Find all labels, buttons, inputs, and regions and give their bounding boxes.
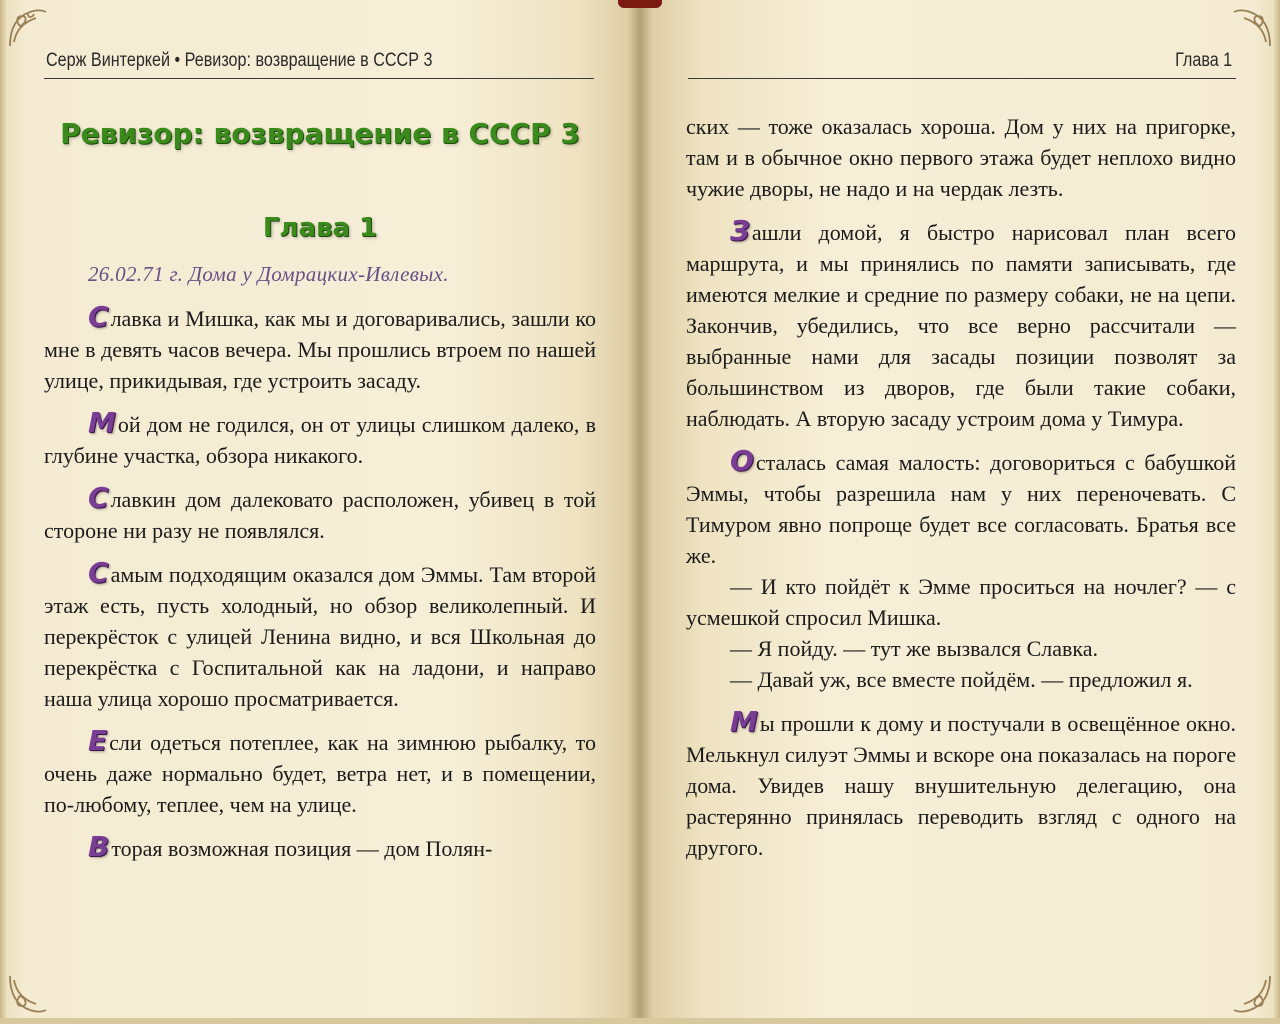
drop-cap: С: [88, 481, 109, 514]
paragraph: [686, 705, 1236, 863]
left-page-text: [44, 300, 596, 877]
paragraph-text: сталась самая малость: договориться с бабушкой Эммы, чтобы разрешила нам у них переночевать. С Тимуром явно попроще будет все согласовать. Братья все же.: [686, 450, 1236, 568]
drop-cap: Е: [88, 724, 108, 757]
drop-cap: З: [730, 214, 750, 247]
right-page-edge: [1274, 0, 1280, 1024]
chapter-dateline: 26.02.71 г. Дома у Домрацких-Ивлевых.: [88, 262, 449, 286]
header-rule: [44, 78, 594, 79]
paragraph: [44, 556, 596, 714]
drop-cap: С: [88, 556, 109, 589]
bottom-page-edge: [0, 1018, 1280, 1024]
ornament-corner-icon: [1230, 6, 1274, 50]
paragraph: [686, 444, 1236, 571]
chapter-title: Глава 1: [262, 213, 378, 243]
ornament-corner-icon: [6, 6, 50, 50]
paragraph: [44, 830, 596, 864]
dialog-line: — И кто пойдёт к Эмме проситься на ночлег? — с усмешкой спросил Мишка.: [686, 574, 1236, 630]
paragraph-text: лавкин дом далековато расположен, убивец в той стороне ни разу не появлялся.: [44, 487, 596, 543]
paragraph-text: ашли домой, я быстро нарисовал план всего маршрута, и мы принялись по памяти записывать, где имеются мелкие и средние по размеру собаки, не на цепи. Закончив, убедились, что все верно рассчитали — выбранные нами для засады позиции позволят за большинством из дворов, где были такие собаки, наблюдать. А вторую засаду устроим дома у Тимура.: [686, 220, 1236, 431]
book-title: Ревизор: возвращение в СССР 3: [60, 117, 580, 150]
paragraph-text: ой дом не годился, он от улицы слишком далеко, в глубине участка, обзора никакого.: [44, 412, 596, 468]
paragraph-continued: ских — тоже оказалась хороша. Дом у них на пригорке, там и в обычное окно первого этажа будет неплохо видно чужие дворы, не надо и на чердак лезть.: [686, 114, 1236, 201]
drop-cap: М: [88, 406, 116, 439]
dialog-line: — Давай уж, все вместе пойдём. — предложил я.: [730, 667, 1193, 692]
drop-cap: М: [730, 705, 758, 738]
paragraph-text: лавка и Мишка, как мы и договаривались, зашли ко мне в девять часов вечера. Мы прошлись втроем по нашей улице, прикидывая, где устроить засаду.: [44, 306, 596, 393]
dialog-line: — Я пойду. — тут же вызвался Славка.: [730, 636, 1099, 661]
paragraph: [44, 481, 596, 546]
paragraph-text: ы прошли к дому и постучали в освещённое окно. Мелькнул силуэт Эммы и вскоре она показалась на пороге дома. Увидев нашу внушительную делегацию, она растерянно принялась переводить взгляд с одного на другого.: [686, 711, 1236, 860]
paragraph-text: амым подходящим оказался дом Эммы. Там второй этаж есть, пусть холодный, но обзор великолепный. И перекрёсток с улицей Ленина видно, и вся Школьная до перекрёстка с Госпитальной как на ладони, и направо наша улица хорошо просматривается.: [44, 562, 596, 711]
ornament-corner-icon: [6, 972, 50, 1016]
paragraph: [44, 406, 596, 471]
paragraph-text: сли одеться потеплее, как на зимнюю рыбалку, то очень даже нормально будет, ветра нет, и в помещении, по-любому, теплее, чем на улице.: [44, 730, 596, 817]
header-rule: [688, 78, 1236, 79]
right-page-text: [686, 111, 1236, 876]
running-header-right: Глава 1: [1174, 50, 1232, 71]
bookmark-ribbon: [618, 0, 662, 8]
left-page-edge: [0, 0, 6, 1024]
paragraph: [44, 300, 596, 396]
drop-cap: С: [88, 300, 109, 333]
drop-cap: В: [88, 830, 110, 863]
drop-cap: О: [730, 444, 754, 477]
paragraph-text: торая возможная позиция — дом Полян-: [111, 836, 493, 861]
paragraph: [686, 214, 1236, 434]
paragraph: [44, 724, 596, 820]
ornament-corner-icon: [1230, 972, 1274, 1016]
running-header-left: Серж Винтеркей • Ревизор: возвращение в СССР 3: [46, 50, 433, 71]
book-spine: [628, 0, 652, 1024]
